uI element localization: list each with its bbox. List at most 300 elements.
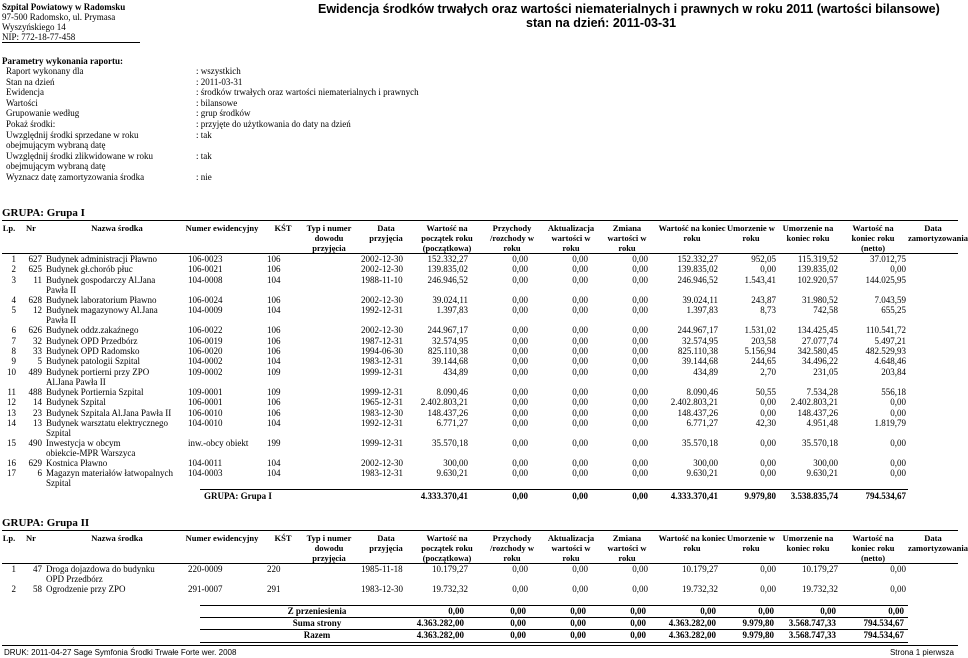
cell-15: 0,00 — [890, 438, 906, 448]
cell-9: 0,00 — [512, 264, 528, 275]
cell-5: 104 — [267, 458, 281, 468]
cell-2: Budynek administracji Pławno — [46, 254, 157, 264]
cell-2: Budynek gł.chorób płuc — [46, 264, 133, 275]
table-row — [2, 584, 958, 594]
params-title: Parametry wykonania raportu: — [2, 56, 123, 66]
cell-1: 628 — [28, 294, 42, 305]
cell-15: 0,00 — [890, 407, 906, 418]
group-total-value: 0,00 — [632, 491, 648, 502]
cell-0: 4 — [11, 294, 16, 305]
table-row — [2, 367, 958, 387]
company-info — [2, 2, 140, 43]
cell-9: 0,00 — [512, 254, 528, 264]
param-label: Wyznacz datę zamortyzowania środka — [6, 172, 145, 182]
cell-14: 7.534,28 — [806, 386, 838, 397]
summary-value: 0,00 — [570, 618, 586, 628]
column-header-umorz_kon: Umorzenie na koniec roku — [782, 223, 834, 243]
cell-8: 139.835,02 — [427, 264, 468, 275]
summary-value: 9.979,80 — [742, 630, 774, 640]
cell-10: 0,00 — [572, 346, 588, 356]
cell-14: 134.425,45 — [797, 325, 838, 336]
cell-0: 7 — [11, 335, 16, 346]
summary-label: Suma strony — [292, 618, 342, 628]
column-header-nr: Nr — [26, 223, 36, 233]
cell-9: 0,00 — [512, 386, 528, 397]
cell-15: 0,00 — [890, 458, 906, 468]
cell-10: 0,00 — [572, 294, 588, 305]
cell-0: 14 — [7, 418, 16, 428]
cell-11: 0,00 — [632, 418, 648, 428]
cell-12: 152.332,27 — [677, 254, 718, 264]
cell-9: 0,00 — [512, 564, 528, 574]
summary-value: 0,00 — [700, 606, 716, 616]
group-total-row — [2, 491, 958, 502]
param-value: : wszystkich — [196, 66, 241, 76]
cell-8: 39.144,68 — [432, 356, 468, 367]
cell-12: 35.570,18 — [682, 438, 718, 448]
cell-1: 6 — [37, 468, 42, 479]
cell-15: 0,00 — [890, 564, 906, 574]
cell-15: 7.043,59 — [874, 294, 906, 305]
cell-8: 10.179,27 — [432, 564, 468, 574]
cell-11: 0,00 — [632, 325, 648, 336]
cell-13: 0,00 — [760, 438, 776, 448]
cell-14: 300,00 — [813, 458, 838, 468]
cell-7: 1983-12-30 — [361, 407, 403, 418]
cell-4: 106-0001 — [188, 397, 223, 408]
cell-9: 0,00 — [512, 274, 528, 285]
table-row — [2, 387, 958, 397]
summary-value: 0,00 — [888, 606, 904, 616]
cell-9: 0,00 — [512, 584, 528, 594]
summary-value: 9.979,80 — [742, 618, 774, 628]
cell-10: 0,00 — [572, 305, 588, 316]
cell-15: 37.012,75 — [870, 254, 906, 264]
cell-0: 16 — [7, 458, 16, 468]
cell-14: 35.570,18 — [802, 438, 838, 448]
cell-2: Budynek Szpital — [46, 397, 106, 408]
cell-9: 0,00 — [512, 438, 528, 448]
cell-8: 148.437,26 — [427, 407, 468, 418]
group-total-value: 9.979,80 — [744, 491, 776, 502]
column-header-zmiana: Zmiana wartości w roku — [607, 533, 647, 563]
column-header-zmiana: Zmiana wartości w roku — [607, 223, 647, 253]
cell-9: 0,00 — [512, 397, 528, 408]
report-title: Ewidencja środków trwałych oraz wartości niematerialnych i prawnych w roku 2011 (wartości bilansowe) — [318, 2, 940, 16]
column-header-wart_netto: Wartość na koniec roku (netto) — [851, 533, 895, 563]
cell-14: 27.077,74 — [802, 335, 838, 346]
cell-13: 2,70 — [760, 366, 776, 377]
cell-12: 8.090,46 — [686, 386, 718, 397]
summary-value: 4.363.282,00 — [416, 618, 464, 628]
cell-9: 0,00 — [512, 468, 528, 479]
cell-10: 0,00 — [572, 356, 588, 367]
cell-13: 0,00 — [760, 468, 776, 479]
group-total-value: 4.333.370,41 — [420, 491, 468, 502]
asset-name-cont: Pawła II — [46, 284, 77, 295]
cell-0: 1 — [11, 564, 16, 574]
column-header-wart_pocz: Wartość na początek roku (początkowa) — [421, 533, 473, 563]
cell-11: 0,00 — [632, 438, 648, 448]
cell-5: 106 — [267, 346, 281, 356]
cell-4: 291-0007 — [188, 584, 223, 594]
cell-2: Budynek portierni przy ZPO — [46, 366, 150, 377]
cell-15: 110.541,72 — [865, 325, 906, 336]
column-header-zamort: Data zamortyzowania — [908, 533, 968, 553]
cell-10: 0,00 — [572, 584, 588, 594]
cell-2: Budynek OPD Przedbórz — [46, 335, 138, 346]
cell-2: Budynek OPD Radomsko — [46, 346, 140, 356]
cell-1: 629 — [28, 458, 42, 468]
cell-7: 1999-12-31 — [361, 386, 403, 397]
cell-1: 5 — [37, 356, 42, 367]
page-number: Strona 1 pierwsza — [889, 648, 954, 657]
cell-14: 10.179,27 — [802, 564, 838, 574]
cell-4: 109-0002 — [188, 366, 223, 377]
cell-13: 243,87 — [751, 294, 776, 305]
asset-name-cont: Al.Jana Pawła II — [46, 376, 106, 387]
cell-5: 104 — [267, 305, 281, 316]
column-header-kst: KŚT — [274, 223, 292, 233]
cell-2: Budynek oddz.zakaźnego — [46, 325, 139, 336]
cell-12: 39.024,11 — [682, 294, 718, 305]
cell-7: 1992-12-31 — [361, 418, 403, 428]
param-label: Wartości — [6, 97, 38, 108]
cell-14: 148.437,26 — [797, 407, 838, 418]
table-row — [2, 264, 958, 274]
table-row — [2, 275, 958, 295]
cell-14: 19.732,32 — [802, 584, 838, 594]
company-address: 97-500 Radomsko, ul. Prymasa — [2, 12, 116, 22]
param-value: : tak — [196, 129, 212, 140]
cell-10: 0,00 — [572, 325, 588, 336]
cell-10: 0,00 — [572, 386, 588, 397]
cell-9: 0,00 — [512, 325, 528, 336]
cell-12: 6.771,27 — [686, 418, 718, 428]
cell-10: 0,00 — [572, 254, 588, 264]
cell-13: 50,55 — [755, 386, 776, 397]
cell-12: 9.630,21 — [686, 468, 718, 479]
cell-1: 14 — [33, 397, 42, 408]
cell-2: Budynek warsztatu elektrycznego — [46, 418, 168, 428]
table-row — [2, 418, 958, 438]
cell-8: 300,00 — [443, 458, 468, 468]
cell-8: 244.967,17 — [427, 325, 468, 336]
cell-0: 10 — [7, 366, 16, 377]
cell-7: 1999-12-31 — [361, 438, 403, 448]
cell-2: Magazyn materiałów łatwopalnych — [46, 468, 173, 479]
summary-label: Razem — [303, 630, 331, 640]
summary-value: 0,00 — [630, 606, 646, 616]
table-row — [2, 468, 958, 488]
cell-2: Inwestycja w obcym — [46, 438, 121, 448]
group-total-value: 0,00 — [572, 491, 588, 502]
cell-14: 139.835,02 — [797, 264, 838, 275]
table-row — [2, 408, 958, 418]
cell-5: 106 — [267, 325, 281, 336]
cell-12: 300,00 — [693, 458, 718, 468]
cell-13: 8,73 — [760, 305, 776, 316]
cell-12: 39.144,68 — [682, 356, 718, 367]
cell-11: 0,00 — [632, 274, 648, 285]
cell-10: 0,00 — [572, 418, 588, 428]
cell-1: 32 — [33, 335, 42, 346]
cell-1: 33 — [33, 346, 42, 356]
cell-15: 203,84 — [881, 366, 906, 377]
company-name: Szpital Powiatowy w Radomsku — [2, 2, 126, 12]
cell-4: 106-0020 — [188, 346, 223, 356]
cell-4: 104-0009 — [188, 305, 223, 316]
cell-0: 12 — [7, 397, 16, 408]
param-label: Uwzględnij środki sprzedane w roku — [6, 129, 139, 140]
cell-7: 1988-11-10 — [361, 274, 403, 285]
cell-14: 9.630,21 — [806, 468, 838, 479]
table-row — [2, 346, 958, 356]
cell-7: 2002-12-30 — [361, 264, 403, 275]
cell-7: 1999-12-31 — [361, 366, 403, 377]
column-header-nazwa: Nazwa środka — [91, 533, 143, 543]
cell-8: 434,89 — [443, 366, 468, 377]
column-header-nr: Nr — [26, 533, 36, 543]
param-label: Pokaż środki: — [6, 119, 56, 129]
cell-8: 9.630,21 — [436, 468, 468, 479]
cell-7: 1985-11-18 — [361, 564, 403, 574]
cell-2: Budynek Portiernia Szpital — [46, 386, 144, 397]
cell-11: 0,00 — [632, 397, 648, 408]
cell-1: 625 — [28, 264, 42, 275]
cell-14: 31.980,52 — [802, 294, 838, 305]
group-total-value: 0,00 — [512, 491, 528, 502]
cell-12: 2.402.803,21 — [670, 397, 718, 408]
cell-9: 0,00 — [512, 294, 528, 305]
param-value: : środków trwałych oraz wartości niematerialnych i prawnych — [196, 87, 419, 98]
cell-11: 0,00 — [632, 305, 648, 316]
cell-0: 3 — [11, 274, 16, 285]
cell-5: 199 — [267, 438, 281, 448]
cell-1: 490 — [28, 438, 42, 448]
cell-9: 0,00 — [512, 407, 528, 418]
cell-0: 15 — [7, 438, 16, 448]
param-label: Raport wykonany dla — [6, 66, 84, 76]
cell-10: 0,00 — [572, 274, 588, 285]
cell-1: 13 — [33, 418, 42, 428]
summary-label: Z przeniesienia — [287, 606, 347, 616]
cell-1: 47 — [33, 564, 42, 574]
cell-12: 246.946,52 — [677, 274, 718, 285]
cell-13: 42,30 — [755, 418, 776, 428]
cell-13: 1.543,41 — [744, 274, 776, 285]
cell-1: 489 — [28, 366, 42, 377]
cell-13: 244,65 — [751, 356, 776, 367]
cell-4: 104-0010 — [188, 418, 223, 428]
group-total-label: GRUPA: Grupa I — [204, 491, 272, 502]
column-header-wart_kon: Wartość na koniec roku — [658, 533, 726, 553]
cell-7: 1994-06-30 — [361, 346, 403, 356]
cell-4: 104-0002 — [188, 356, 223, 367]
summary-value: 3.568.747,33 — [788, 618, 836, 628]
cell-5: 106 — [267, 397, 281, 408]
column-header-data: Data przyjęcia — [369, 533, 403, 553]
cell-10: 0,00 — [572, 335, 588, 346]
cell-10: 0,00 — [572, 397, 588, 408]
cell-12: 1.397,83 — [686, 305, 718, 316]
cell-1: 627 — [28, 254, 42, 264]
cell-11: 0,00 — [632, 458, 648, 468]
summary-value: 0,00 — [570, 630, 586, 640]
asset-name-cont: Szpital — [46, 478, 71, 489]
cell-12: 10.179,27 — [682, 564, 718, 574]
cell-13: 0,00 — [760, 458, 776, 468]
column-header-lp: Lp. — [2, 533, 16, 543]
cell-2: Droga dojazdowa do budynku — [46, 564, 155, 574]
cell-4: 106-0010 — [188, 407, 223, 418]
summary-value: 0,00 — [570, 606, 586, 616]
cell-14: 742,58 — [813, 305, 838, 316]
cell-8: 1.397,83 — [436, 305, 468, 316]
cell-7: 1983-12-30 — [361, 584, 403, 594]
cell-5: 109 — [267, 386, 281, 397]
cell-4: 106-0023 — [188, 254, 223, 264]
cell-4: 106-0024 — [188, 294, 223, 305]
cell-13: 5.156,94 — [744, 346, 776, 356]
group-total-line — [200, 489, 908, 490]
cell-0: 8 — [11, 346, 16, 356]
cell-9: 0,00 — [512, 356, 528, 367]
cell-12: 148.437,26 — [677, 407, 718, 418]
cell-8: 35.570,18 — [432, 438, 468, 448]
summary-value: 794.534,67 — [863, 618, 904, 628]
cell-5: 104 — [267, 418, 281, 428]
cell-8: 6.771,27 — [436, 418, 468, 428]
column-header-data: Data przyjęcia — [369, 223, 403, 243]
cell-4: 104-0011 — [188, 458, 223, 468]
cell-15: 1.819,79 — [874, 418, 906, 428]
cell-5: 106 — [267, 254, 281, 264]
cell-7: 2002-12-30 — [361, 458, 403, 468]
cell-0: 11 — [7, 386, 16, 397]
column-header-aktual: Aktualizacja wartości w roku — [547, 223, 595, 253]
cell-8: 8.090,46 — [436, 386, 468, 397]
cell-8: 19.732,32 — [432, 584, 468, 594]
column-header-umorz_rok: Umorzenie w roku — [727, 223, 775, 243]
cell-11: 0,00 — [632, 366, 648, 377]
group-total-value: 3.538.835,74 — [790, 491, 838, 502]
cell-12: 434,89 — [693, 366, 718, 377]
group-title: GRUPA: Grupa II — [2, 517, 90, 529]
cell-8: 825.110,38 — [427, 346, 468, 356]
cell-11: 0,00 — [632, 346, 648, 356]
table-header — [2, 220, 968, 254]
cell-9: 0,00 — [512, 418, 528, 428]
company-address-2: Wyszyńskiego 14 — [2, 22, 66, 32]
summary-value: 4.363.282,00 — [668, 618, 716, 628]
cell-8: 152.332,27 — [427, 254, 468, 264]
cell-2: Kostnica Pławno — [46, 458, 108, 468]
summary-value: 0,00 — [630, 618, 646, 628]
cell-8: 39.024,11 — [432, 294, 468, 305]
cell-12: 139.835,02 — [677, 264, 718, 275]
param-value: : 2011-03-31 — [196, 76, 243, 87]
summary-value: 0,00 — [510, 606, 526, 616]
summary-value: 0,00 — [510, 618, 526, 628]
column-header-umorz_rok: Umorzenie w roku — [727, 533, 775, 553]
summary-row — [200, 629, 908, 643]
cell-2: Budynek Szpitala Al.Jana Pawła II — [46, 407, 172, 418]
cell-13: 0,00 — [760, 264, 776, 275]
cell-10: 0,00 — [572, 564, 588, 574]
param-label: Ewidencja — [6, 87, 44, 98]
table-row — [2, 325, 958, 335]
table-row — [2, 254, 958, 264]
cell-1: 23 — [33, 407, 42, 418]
cell-15: 482.529,93 — [865, 346, 906, 356]
cell-13: 0,00 — [760, 584, 776, 594]
summary-value: 4.363.282,00 — [668, 630, 716, 640]
column-header-typ: Typ i numer dowodu przyjęcia — [306, 533, 352, 563]
param-label: Grupowanie według — [6, 108, 80, 119]
cell-12: 244.967,17 — [677, 325, 718, 336]
cell-10: 0,00 — [572, 438, 588, 448]
param-value: : przyjęte do użytkowania do daty na dzień — [196, 119, 351, 129]
cell-2: Budynek patologii Szpital — [46, 356, 140, 367]
cell-0: 5 — [11, 305, 16, 316]
column-header-wart_pocz: Wartość na początek roku (początkowa) — [421, 223, 473, 253]
cell-10: 0,00 — [572, 468, 588, 479]
cell-10: 0,00 — [572, 458, 588, 468]
cell-7: 1983-12-31 — [361, 356, 403, 367]
cell-9: 0,00 — [512, 458, 528, 468]
column-header-lp: Lp. — [2, 223, 16, 233]
column-header-numer: Numer ewidencyjny — [185, 223, 259, 233]
cell-1: 58 — [33, 584, 42, 594]
cell-0: 17 — [7, 468, 16, 479]
cell-10: 0,00 — [572, 407, 588, 418]
cell-10: 0,00 — [572, 366, 588, 377]
table-row — [2, 356, 958, 366]
footer — [2, 645, 958, 658]
cell-7: 1965-12-31 — [361, 397, 403, 408]
table-row — [2, 336, 958, 346]
cell-2: Budynek magazynowy Al.Jana — [46, 305, 158, 316]
summary-value: 3.568.747,33 — [788, 630, 836, 640]
table-row — [2, 564, 958, 584]
cell-14: 2.402.803,21 — [790, 397, 838, 408]
cell-5: 109 — [267, 366, 281, 377]
cell-14: 34.496,22 — [802, 356, 838, 367]
cell-4: 104-0003 — [188, 468, 223, 479]
cell-0: 2 — [11, 584, 16, 594]
cell-13: 952,05 — [751, 254, 776, 264]
cell-14: 102.920,57 — [797, 274, 838, 285]
cell-1: 626 — [28, 325, 42, 336]
column-header-typ: Typ i numer dowodu przyjęcia — [306, 223, 352, 253]
cell-11: 0,00 — [632, 294, 648, 305]
cell-9: 0,00 — [512, 335, 528, 346]
cell-4: 106-0019 — [188, 335, 223, 346]
cell-7: 2002-12-30 — [361, 294, 403, 305]
column-header-wart_kon: Wartość na koniec roku — [658, 223, 726, 243]
cell-0: 6 — [11, 325, 16, 336]
cell-11: 0,00 — [632, 356, 648, 367]
cell-11: 0,00 — [632, 386, 648, 397]
cell-1: 11 — [33, 274, 42, 285]
cell-5: 106 — [267, 407, 281, 418]
cell-13: 0,00 — [760, 564, 776, 574]
column-header-przychody: Przychody /rozchody w roku — [490, 533, 534, 563]
param-label: Stan na dzień — [6, 76, 55, 87]
cell-12: 32.574,95 — [682, 335, 718, 346]
summary-value: 0,00 — [820, 606, 836, 616]
